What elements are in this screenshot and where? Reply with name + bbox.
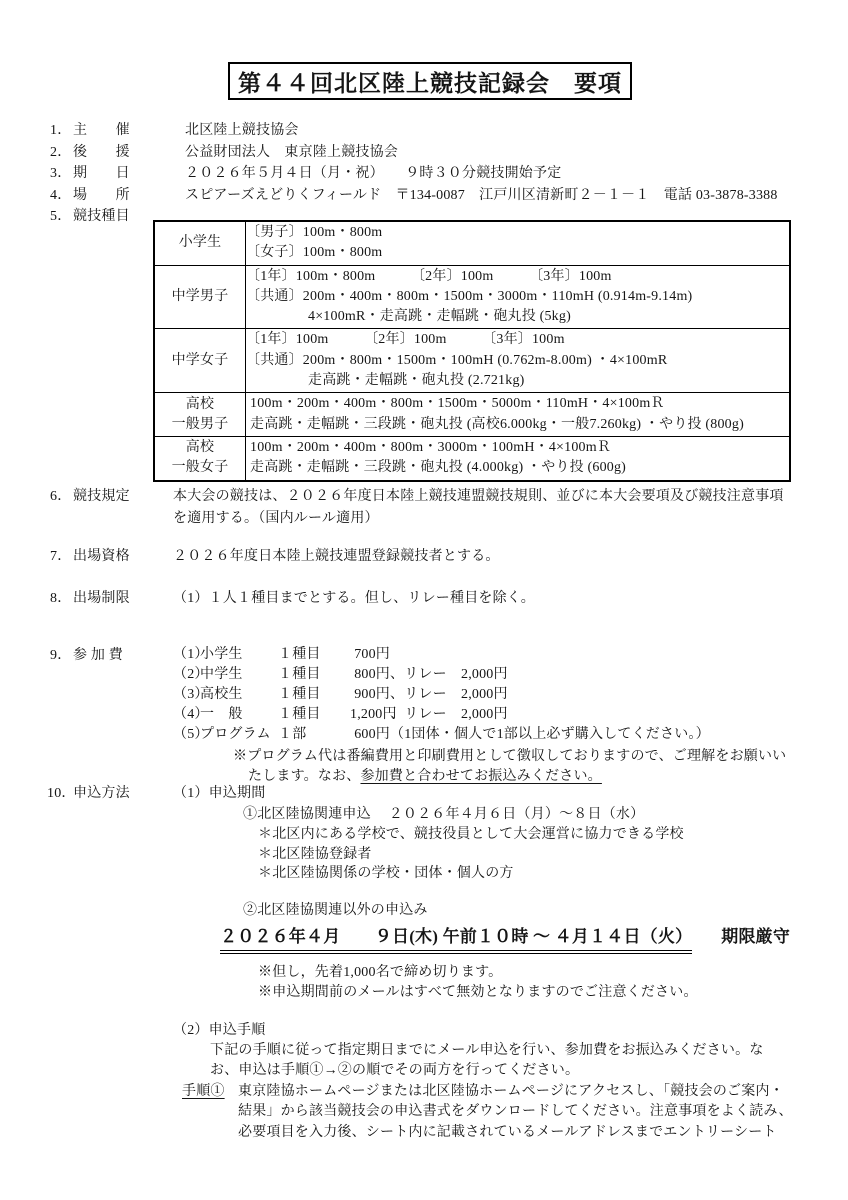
fee-unit: １種目 [278, 667, 321, 682]
section-number: 8． [50, 591, 72, 606]
fee-number: （3） [173, 687, 209, 702]
category-label: 一般女子 [171, 460, 229, 476]
event-line: 走高跳・走幅跳・砲丸投 (2.721kg) [308, 373, 525, 389]
section-entry-limit [50, 588, 813, 610]
item-label: 競技種目 [73, 209, 130, 224]
deadline-strict-label: 期限厳守 [721, 926, 791, 946]
fee-row-junior-high [173, 665, 813, 685]
fee-number: （2） [173, 667, 209, 682]
bullet-line: ＊北区陸協関係の学校・団体・個人の方 [258, 866, 514, 881]
events-cell [246, 221, 791, 265]
section-rules [50, 486, 813, 529]
fee-row-elementary [173, 645, 813, 665]
application-procedure-title: （2）申込手順 [173, 1022, 266, 1038]
section-label: 出場制限 [73, 591, 130, 606]
event-line: 〔女子〕100m・800m [246, 245, 383, 261]
fee-amount: 1,200円 [350, 707, 397, 722]
text-line: 本大会の競技は、２０２６年度日本陸上競技連盟競技規則、並びに本大会要項及び競技注意事項 [173, 489, 784, 504]
item-label: 期 日 [73, 166, 130, 181]
fee-unit: １部 [278, 727, 307, 742]
event-line: 〔1年〕100m 〔2年〕100m 〔3年〕100m [246, 332, 565, 348]
application-content [173, 783, 813, 1143]
deadline-note: ※但し，先着1,000名で締め切ります。 [258, 964, 503, 980]
table-row [154, 436, 790, 480]
application-deadline [220, 926, 813, 954]
fee-category: プログラム [200, 727, 271, 742]
item-label: 場 所 [73, 187, 130, 203]
fee-row-high-school [173, 685, 813, 705]
fee-amount: 700円 [354, 647, 390, 662]
procedure-paragraph-line: お、申込は手順①→②の順でその両方を行ってください。 [210, 1063, 580, 1078]
section-label: 参 加 費 [73, 648, 123, 663]
fee-category: 小学生 [200, 647, 243, 662]
section-application [47, 783, 813, 1143]
section-value [173, 486, 813, 529]
category-cell [154, 221, 246, 265]
item-value: スピアーズえどりくフィールド 〒134-0087 江戸川区清新町２－１－１ 電話 03-3878-3388 [185, 187, 778, 203]
section-value: （1）１人１種目までとする。但し、リレー種目を除く。 [173, 591, 535, 606]
text-line: 結果」から該当競技会の申込書式をダウンロードしてください。注意事項をよく読み、 [238, 1104, 793, 1119]
section-number: 7． [50, 549, 72, 564]
category-label: 一般男子 [171, 416, 229, 432]
fee-number: （5） [173, 727, 209, 742]
item-number: 2． [50, 144, 72, 160]
events-cell [246, 329, 791, 393]
procedure-paragraph-line: 下記の手順に従って指定期日までにメール申込を行い、参加費をお振込みください。な [210, 1042, 764, 1058]
fee-number: （4） [173, 707, 209, 722]
event-line: 〔男子〕100m・800m [246, 225, 383, 240]
item-number: 1． [50, 123, 72, 138]
section-number: 10． [47, 786, 76, 801]
section-number: 6． [50, 489, 72, 504]
fee-note: ※プログラム代は番編費用と印刷費用として徴収しておりますので、ご理解をお願いい [233, 749, 787, 764]
fee-extra: 、リレー 2,000円 [390, 667, 508, 682]
fee-amount: 600円 [354, 727, 390, 742]
events-cell [246, 265, 791, 329]
section-label: 競技規定 [73, 489, 130, 504]
document-title-box [228, 62, 632, 100]
section-label: 申込方法 [73, 786, 130, 801]
application-period-1: ①北区陸協関連申込 ２０２６年４月６日（月）～８日（水） [243, 807, 645, 822]
section-label: 出場資格 [73, 549, 130, 564]
step-body [238, 1082, 793, 1144]
procedure-step-1 [182, 1082, 813, 1144]
table-row [154, 265, 790, 329]
section-value: ２０２６年度日本陸上競技連盟登録競技者とする。 [173, 549, 500, 564]
table-row [154, 221, 790, 265]
category-label: 小学生 [178, 235, 222, 251]
item-value: ２０２６年５月４日（月・祝） ９時３０分競技開始予定 [185, 166, 562, 181]
event-line: 100m・200m・400m・800m・1500m・5000m・110mH・4×100mＲ [250, 396, 665, 412]
text-line: 必要項目を入力後、シート内に記載されているメールアドレスまでエントリーシート [238, 1124, 777, 1140]
fee-amount: 800円 [354, 667, 390, 682]
fee-row-general [173, 705, 813, 725]
event-line: 走高跳・走幅跳・三段跳・砲丸投 (4.000kg) ・やり投 (600g) [250, 460, 627, 476]
section-fees [50, 645, 813, 787]
event-line: 〔1年〕100m・800m 〔2年〕100m 〔3年〕100m [246, 268, 612, 284]
fee-note-prefix: たします。なお、 [248, 769, 361, 784]
fee-unit: １種目 [278, 647, 321, 662]
info-row-date [50, 163, 561, 185]
bullet-line: ＊北区内にある学校で、競技役員として大会運営に協力できる学校 [258, 827, 684, 842]
fee-amount: 900円 [354, 687, 390, 702]
fee-unit: １種目 [278, 707, 321, 722]
deadline-note: ※申込期間前のメールはすべて無効となりますのでご注意ください。 [258, 984, 698, 1000]
event-line: 4×100mR・走高跳・走幅跳・砲丸投 (5kg) [308, 309, 571, 325]
application-period-2-title: ②北区陸協関連以外の申込み [243, 902, 428, 918]
category-label: 高校 [185, 440, 215, 456]
category-cell [154, 393, 246, 437]
events-table [153, 220, 791, 482]
info-row-support [50, 142, 398, 164]
item-label: 後 援 [73, 144, 130, 160]
fee-category: 一 般 [200, 707, 243, 722]
event-line: 走高跳・走幅跳・三段跳・砲丸投 (高校6.000kg・一般7.260kg) ・やり投 (800g) [250, 416, 744, 432]
category-label: 中学女子 [171, 352, 229, 368]
item-value: 公益財団法人 東京陸上競技協会 [185, 144, 398, 160]
category-label: 中学男子 [171, 289, 229, 305]
fee-note-underlined: 参加費と合わせてお振込みください。 [360, 769, 602, 784]
item-value: 北区陸上競技協会 [185, 123, 299, 138]
fee-extra: 、リレー 2,000円 [390, 707, 508, 722]
events-cell [246, 436, 791, 480]
info-row-place [50, 185, 778, 207]
category-cell [154, 329, 246, 393]
info-row-organizer [50, 120, 299, 142]
step-label: 手順① [182, 1083, 225, 1099]
category-cell [154, 436, 246, 480]
category-label: 高校 [185, 396, 215, 412]
event-line: 100m・200m・400m・800m・3000m・100mH・4×100mＲ [250, 439, 612, 455]
item-number: 4． [50, 187, 72, 203]
section-eligibility [50, 546, 813, 568]
table-row [154, 393, 790, 437]
item-label: 主 催 [73, 123, 130, 138]
category-cell [154, 265, 246, 329]
event-line: 〔共通〕200m・800m・1500m・100mH (0.762m-8.00m) ・4×100mR [246, 352, 668, 368]
fee-unit: １種目 [278, 687, 321, 702]
fee-extra: 、リレー 2,000円 [390, 687, 508, 702]
item-number: 5． [50, 209, 72, 224]
fee-extra: （1団体・個人で1部以上必ず購入してください。） [390, 727, 710, 742]
table-row [154, 329, 790, 393]
section-number: 9． [50, 648, 72, 663]
fee-list [173, 645, 813, 787]
fee-category: 高校生 [200, 687, 243, 702]
document-title: 第４４回北区陸上競技記録会 要項 [238, 70, 622, 96]
application-period-title: （1）申込期間 [173, 786, 266, 801]
event-line: 〔共通〕200m・400m・800m・1500m・3000m・110mH (0.914m-9.14m) [246, 288, 693, 304]
item-number: 3． [50, 166, 72, 181]
fee-category: 中学生 [200, 667, 243, 682]
events-cell [246, 393, 791, 437]
fee-number: （1） [173, 647, 209, 662]
text-line: 東京陸協ホームページまたは北区陸協ホームページにアクセスし、「競技会のご案内・ [238, 1083, 784, 1099]
text-line: を適用する。（国内ルール適用） [173, 510, 379, 526]
deadline-dates: ２０２６年４月 ９日(木) 午前１０時 ～ ４月１４日（火） [220, 926, 692, 954]
bullet-line: ＊北区陸協登録者 [258, 846, 372, 862]
fee-row-program [173, 725, 813, 745]
